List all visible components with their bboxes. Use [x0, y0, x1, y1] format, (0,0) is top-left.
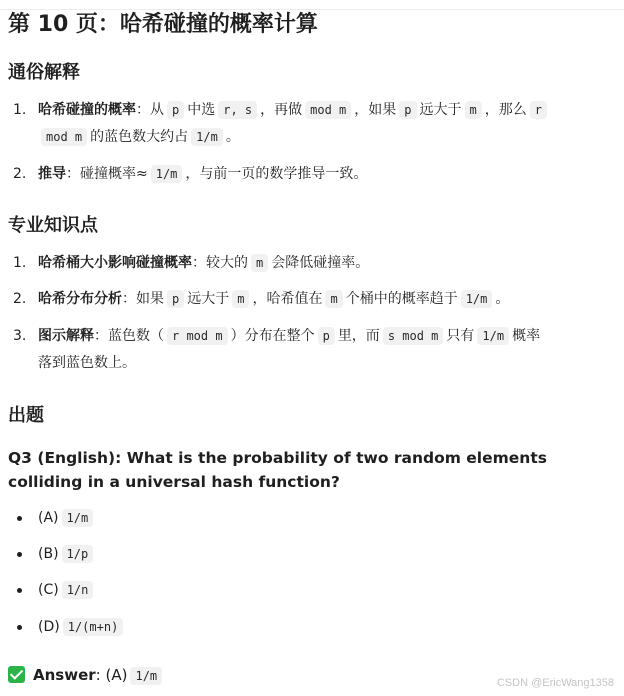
- text-run: ，哈希值在: [252, 291, 323, 307]
- answer-value: 1/m: [130, 667, 162, 685]
- inline-code: r: [530, 101, 547, 119]
- answer-label: Answer: [33, 666, 96, 684]
- bold-term: 哈希碰撞的概率: [38, 102, 136, 118]
- option-value: 1/(m+n): [63, 618, 124, 636]
- text-run: 只有: [446, 328, 475, 344]
- option-value: 1/p: [62, 545, 94, 563]
- answer-separator: :: [95, 666, 101, 684]
- text-run: 。: [225, 129, 240, 145]
- bullet-icon: [17, 516, 22, 521]
- check-box-icon: [8, 666, 25, 683]
- list-number: 2.: [13, 291, 27, 307]
- inline-code: p: [167, 290, 184, 308]
- text-run: ：较大的: [192, 255, 248, 271]
- inline-code: r, s: [218, 101, 257, 119]
- option-value: 1/n: [62, 581, 94, 599]
- list-item-text: [38, 323, 604, 377]
- bullet-icon: [17, 588, 22, 593]
- inline-code: p: [318, 327, 335, 345]
- section-heading-expert: 专业知识点: [8, 215, 98, 236]
- watermark: CSDN @EricWang1358: [496, 677, 614, 689]
- inline-code: r mod m: [167, 327, 228, 345]
- option-label: (D): [38, 619, 60, 635]
- list-number: 2.: [13, 166, 27, 182]
- bold-term: 推导: [38, 166, 66, 182]
- section-heading-quiz: 出题: [8, 405, 44, 426]
- text-run: 落到蓝色数上。: [38, 355, 136, 371]
- option-label: (C): [38, 582, 59, 598]
- bold-term: 哈希桶大小影响碰撞概率: [38, 255, 192, 271]
- inline-code: p: [167, 101, 184, 119]
- text-run: ：从: [136, 102, 164, 118]
- text-run: ：碰撞概率≈: [66, 166, 148, 182]
- text-run: 里，而: [337, 328, 380, 344]
- inline-code: 1/m: [477, 327, 509, 345]
- text-run: 的蓝色数大约占: [90, 129, 189, 145]
- option-text: [38, 578, 96, 602]
- inline-code: mod m: [305, 101, 351, 119]
- answer-choice: (A): [105, 666, 128, 684]
- text-run: 远大于: [419, 102, 462, 118]
- inline-code: p: [399, 101, 416, 119]
- text-run: 远大于: [187, 291, 230, 307]
- quiz-question: Q3 (English): What is the probability of two random elements colliding in a universal hash function?: [8, 449, 547, 491]
- inline-code: mod m: [41, 128, 87, 146]
- option-label: (A): [38, 510, 59, 526]
- option-text: [38, 506, 96, 530]
- text-run: ，再做: [260, 102, 303, 118]
- list-number: 1.: [13, 255, 27, 271]
- text-run: 个桶中的概率趋于: [345, 291, 458, 307]
- list-item-text: [38, 161, 604, 188]
- text-run: ，那么: [484, 102, 527, 118]
- bullet-icon: [17, 625, 22, 630]
- inline-code: m: [232, 290, 249, 308]
- inline-code: s mod m: [383, 327, 444, 345]
- text-run: 中选: [187, 102, 216, 118]
- bullet-icon: [17, 552, 22, 557]
- list-number: 1.: [13, 102, 27, 118]
- inline-code: m: [251, 254, 268, 272]
- quiz-answer: [8, 663, 165, 688]
- list-number: 3.: [13, 328, 27, 344]
- bold-term: 图示解释: [38, 328, 94, 344]
- list-item-text: [38, 97, 604, 151]
- inline-code: 1/m: [461, 290, 493, 308]
- section-heading-plain: 通俗解释: [8, 62, 80, 83]
- list-item-text: [38, 286, 604, 313]
- text-run: ：蓝色数（: [94, 328, 164, 344]
- inline-code: m: [465, 101, 482, 119]
- option-label: (B): [38, 546, 59, 562]
- list-item-text: [38, 250, 604, 277]
- inline-code: 1/m: [191, 128, 223, 146]
- text-run: ）分布在整个: [230, 328, 315, 344]
- page-title: 第 10 页：哈希碰撞的概率计算: [8, 12, 318, 37]
- text-run: 概率: [512, 328, 541, 344]
- text-run: ，与前一页的数学推导一致。: [185, 166, 368, 182]
- option-text: [38, 615, 126, 639]
- text-run: ：如果: [122, 291, 164, 307]
- text-run: 。: [495, 291, 510, 307]
- bold-term: 哈希分布分析: [38, 291, 122, 307]
- inline-code: 1/m: [151, 165, 183, 183]
- text-run: ，如果: [354, 102, 397, 118]
- option-value: 1/m: [62, 509, 94, 527]
- text-run: 会降低碰撞率。: [271, 255, 370, 271]
- option-text: [38, 542, 96, 566]
- inline-code: m: [325, 290, 342, 308]
